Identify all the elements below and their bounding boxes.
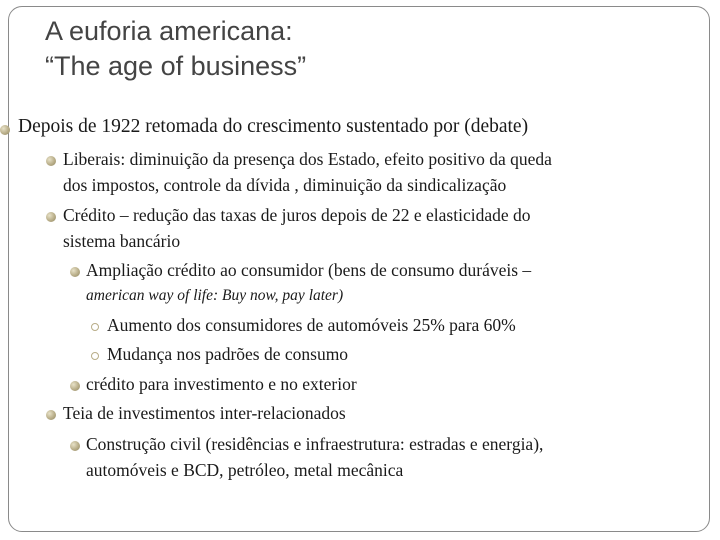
bullet-level-3-construcao: Construção civil (residências e infraestrutura: estradas e energia), — [86, 434, 544, 454]
bullet-level-2-liberais: Liberais: diminuição da presença dos Estado, efeito positivo da queda — [63, 149, 552, 169]
bullet-level-3-ampliacao-cont: american way of life: Buy now, pay later) — [86, 287, 344, 304]
bullet-level-3-investimento: crédito para investimento e no exterior — [86, 374, 357, 394]
bullet-icon — [46, 156, 56, 166]
bullet-level-3-ampliacao: Ampliação crédito ao consumidor (bens de consumo duráveis – — [86, 260, 532, 280]
bullet-level-3-construcao-cont: automóveis e BCD, petróleo, metal mecânica — [86, 460, 404, 480]
bullet-level-2-teia: Teia de investimentos inter-relacionados — [63, 403, 346, 423]
bullet-icon — [0, 125, 10, 135]
bullet-level-2-liberais-cont: dos impostos, controle da dívida , diminuição da sindicalização — [63, 175, 507, 195]
ring-bullet-icon — [91, 323, 99, 331]
bullet-icon — [70, 381, 80, 391]
title-line-1: A euforia americana: — [45, 16, 293, 46]
bullet-icon — [46, 410, 56, 420]
bullet-level-4-automoveis: Aumento dos consumidores de automóveis 25% para 60% — [107, 315, 516, 335]
bullet-icon — [70, 441, 80, 451]
title-line-2: “The age of business” — [45, 51, 307, 81]
bullet-level-2-credito-cont: sistema bancário — [63, 231, 181, 251]
bullet-icon — [46, 212, 56, 222]
bullet-level-2-credito: Crédito – redução das taxas de juros depois de 22 e elasticidade do — [63, 205, 531, 225]
bullet-icon — [70, 267, 80, 277]
ring-bullet-icon — [91, 352, 99, 360]
bullet-level-1: Depois de 1922 retomada do crescimento sustentado por (debate) — [18, 116, 529, 137]
bullet-level-4-consumo: Mudança nos padrões de consumo — [107, 344, 349, 364]
